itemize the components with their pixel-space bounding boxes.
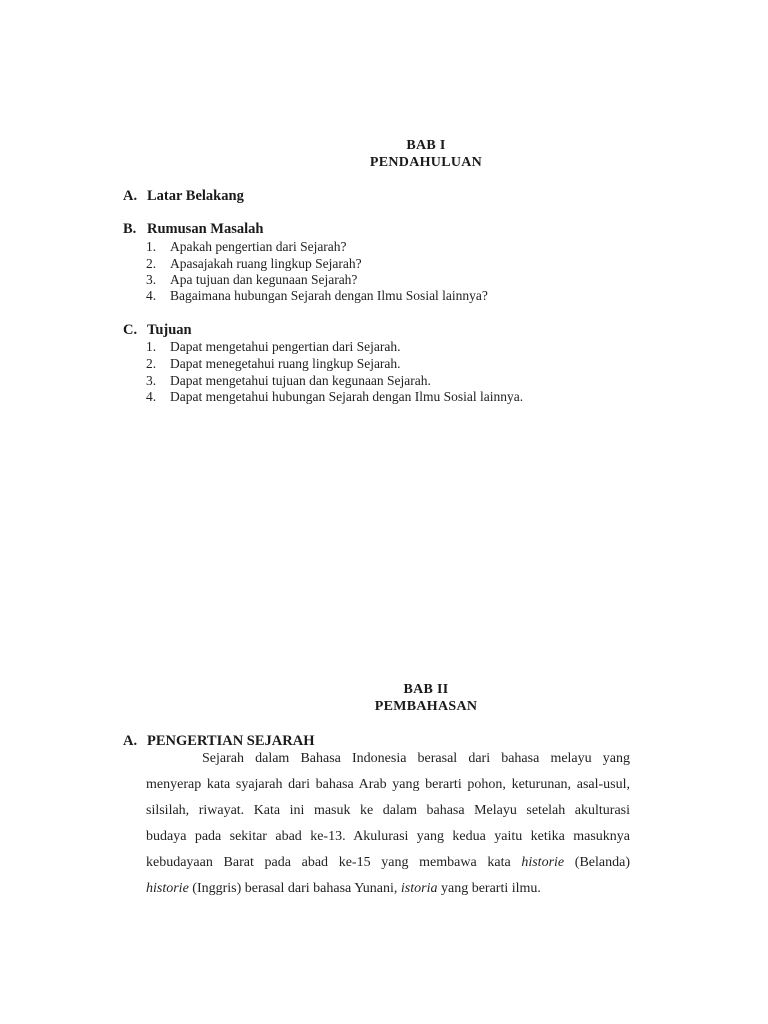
body-paragraph: [146, 746, 630, 902]
paragraph-line: kebudayaan Barat pada abad ke-15 yang membawa kata historie (Belanda): [146, 855, 630, 870]
paragraph-line: silsilah, riwayat. Kata ini masuk ke dalam bahasa Melayu setelah akulturasi: [146, 803, 630, 818]
list-item: 2. Apasajakah ruang lingkup Sejarah?: [146, 256, 362, 271]
section-letter: A.: [123, 188, 138, 204]
section-letter: B.: [123, 221, 137, 237]
italic-term: historie: [521, 855, 565, 870]
section-heading-rumusan-masalah: [123, 221, 263, 238]
italic-term: historie: [146, 881, 189, 896]
section-letter: C.: [123, 322, 138, 338]
paragraph-line: historie (Inggris) berasal dari bahasa Yunani, istoria yang berarti ilmu.: [146, 881, 541, 896]
list-item: 4. Dapat mengetahui hubungan Sejarah dengan Ilmu Sosial lainnya.: [146, 389, 524, 404]
paragraph-line: menyerap kata syajarah dari bahasa Arab yang berarti pohon, keturunan, asal-usul,: [146, 777, 630, 792]
paragraph-line: Sejarah dalam Bahasa Indonesia berasal dari bahasa melayu yang: [202, 751, 630, 766]
list-item: 3. Dapat mengetahui tujuan dan kegunaan Sejarah.: [146, 373, 431, 388]
chapter-label: BAB I: [406, 138, 446, 153]
list-item: 4. Bagaimana hubungan Sejarah dengan Ilmu Sosial lainnya?: [146, 288, 488, 303]
list-item: 2. Dapat menegetahui ruang lingkup Sejarah.: [146, 356, 401, 371]
section-heading-tujuan: [123, 322, 192, 339]
italic-term: istoria: [400, 881, 438, 896]
section-heading-latar-belakang: [123, 188, 244, 205]
section-title: Latar Belakang: [147, 188, 244, 204]
list-item: 1. Dapat mengetahui pengertian dari Sejarah.: [146, 339, 401, 354]
chapter-label: BAB II: [403, 682, 449, 697]
paragraph-line: budaya pada sekitar abad ke-13. Akulurasi yang kedua yaitu ketika masuknya: [146, 829, 630, 844]
chapter-title: PENDAHULUAN: [369, 155, 483, 170]
section-title: Rumusan Masalah: [147, 221, 264, 237]
section-letter: A.: [123, 733, 138, 749]
section-title: Tujuan: [147, 322, 192, 338]
list-item: 3. Apa tujuan dan kegunaan Sejarah?: [146, 272, 358, 287]
section-title: PENGERTIAN SEJARAH: [147, 733, 315, 749]
chapter-title: PEMBAHASAN: [374, 699, 478, 714]
list-item: 1. Apakah pengertian dari Sejarah?: [146, 239, 347, 254]
